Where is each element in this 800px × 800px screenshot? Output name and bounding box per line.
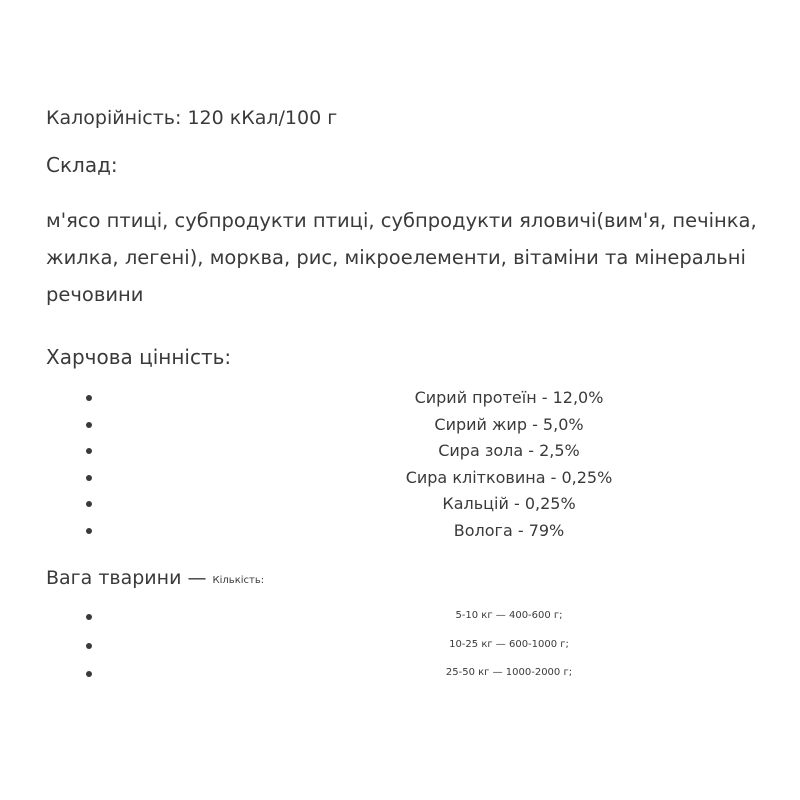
- weight-item-25-50: 25-50 кг — 1000-2000 г;: [445, 667, 573, 678]
- list-item: [0, 439, 800, 466]
- composition-heading: Склад:: [46, 153, 118, 177]
- bullet-icon: [86, 422, 92, 428]
- list-item: [0, 466, 800, 493]
- list-item: [0, 413, 800, 440]
- nutrition-list: [0, 386, 800, 546]
- nutrition-item-moisture: Волога - 79%: [453, 520, 565, 540]
- list-item: [0, 492, 800, 519]
- nutrition-item-ash: Сира зола - 2,5%: [438, 441, 580, 461]
- weight-heading-amount-label: Кількість:: [212, 575, 265, 586]
- calories-text: Калорійність: 120 кКал/100 г: [46, 107, 338, 129]
- nutrition-item-fat: Сирий жир - 5,0%: [434, 414, 584, 434]
- nutrition-heading: Харчова цінність:: [46, 345, 232, 369]
- weight-list: [0, 604, 800, 690]
- list-item: [0, 386, 800, 413]
- list-item: [0, 604, 800, 633]
- bullet-icon: [86, 475, 92, 481]
- weight-heading: [46, 566, 264, 593]
- bullet-icon: [86, 448, 92, 454]
- weight-heading-dash: —: [181, 567, 213, 589]
- bullet-icon: [86, 395, 92, 401]
- nutrition-item-fiber: Сира клітковина - 0,25%: [405, 467, 613, 487]
- bullet-icon: [86, 614, 92, 620]
- bullet-icon: [86, 501, 92, 507]
- list-item: [0, 633, 800, 662]
- bullet-icon: [86, 528, 92, 534]
- weight-heading-label: Вага тварини: [46, 567, 182, 589]
- nutrition-item-calcium: Кальцій - 0,25%: [442, 494, 576, 514]
- bullet-icon: [86, 643, 92, 649]
- list-item: [0, 519, 800, 546]
- weight-item-5-10: 5-10 кг — 400-600 г;: [455, 610, 563, 621]
- weight-item-10-25: 10-25 кг — 600-1000 г;: [449, 638, 569, 650]
- nutrition-item-protein: Сирий протеїн - 12,0%: [414, 388, 604, 407]
- list-item: [0, 661, 800, 690]
- bullet-icon: [86, 671, 92, 677]
- composition-text: м'ясо птиці, субпродукти птиці, субпродукти яловичі(вим'я, печінка, жилка, легені), морква, рис, мікроелементи, вітаміни та мінеральні речовини: [46, 209, 757, 306]
